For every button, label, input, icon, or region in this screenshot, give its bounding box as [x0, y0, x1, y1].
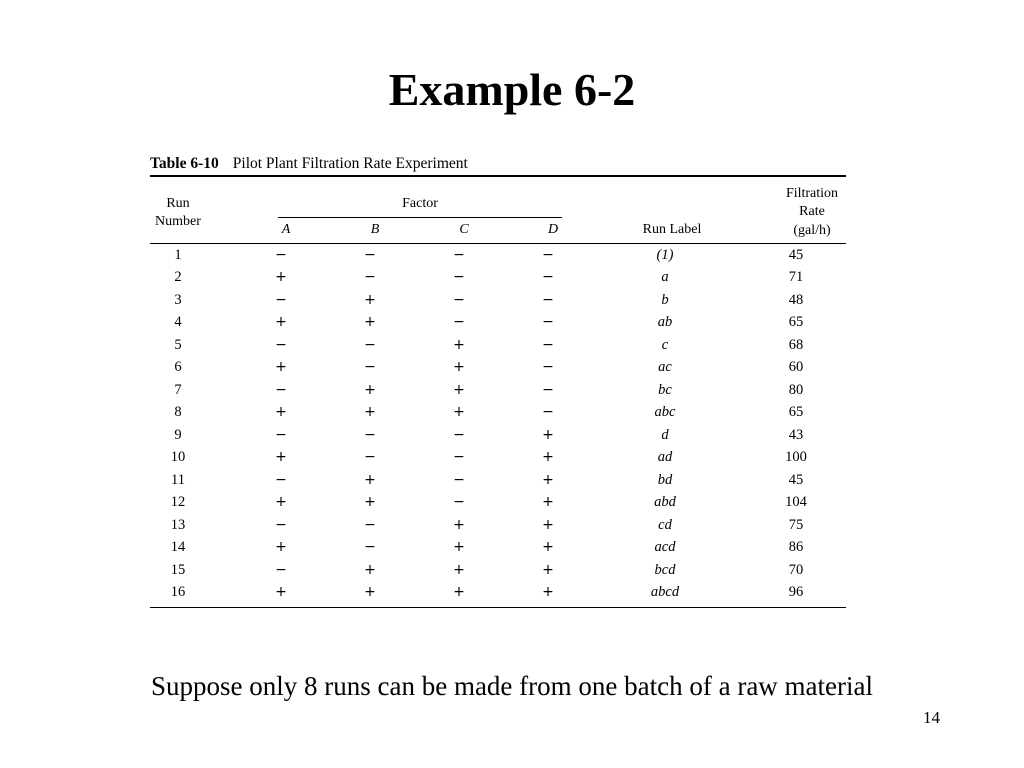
cell-run-number: 11: [171, 471, 185, 488]
table-row: [150, 424, 845, 447]
cell-factor-b: +: [364, 471, 376, 488]
spacer-cell: [825, 559, 845, 582]
spacer-cell: [715, 514, 767, 537]
cell-factor-a: −: [275, 291, 287, 308]
table-row: [150, 491, 845, 514]
cell-factor-a: −: [275, 426, 287, 443]
cell-factor-a: +: [275, 269, 287, 285]
table-caption-number: Table 6-10: [150, 155, 219, 172]
cell-factor-c: +: [453, 516, 465, 533]
table-bottom-rule: [150, 607, 846, 609]
spacer-cell: [385, 379, 444, 402]
spacer-cell: [474, 581, 533, 604]
table-row: [150, 334, 845, 357]
cell-factor-c: −: [453, 246, 465, 263]
spacer-cell: [206, 401, 266, 424]
table-header: [150, 177, 846, 243]
cell-run-number: 6: [174, 359, 182, 375]
header-filtration-rate: [774, 185, 850, 241]
cell-filtration-rate: 60: [788, 359, 804, 375]
spacer-cell: [715, 311, 767, 334]
cell-run-number: 5: [174, 336, 182, 353]
spacer-cell: [563, 514, 615, 537]
spacer-cell: [296, 559, 355, 582]
cell-filtration-rate: 80: [788, 381, 804, 398]
cell-filtration-rate: 43: [788, 426, 804, 443]
cell-filtration-rate: 100: [785, 449, 807, 465]
cell-filtration-rate: 48: [788, 291, 804, 308]
spacer-cell: [206, 559, 266, 582]
cell-factor-d: +: [542, 539, 554, 555]
spacer-cell: [385, 469, 444, 492]
cell-run-label: bcd: [654, 561, 676, 578]
cell-run-label: c: [661, 336, 669, 353]
header-factor: Factor: [402, 195, 438, 211]
table-body: [150, 244, 845, 604]
spacer-cell: [825, 334, 845, 357]
cell-factor-d: −: [542, 336, 554, 353]
spacer-cell: [474, 536, 533, 559]
spacer-cell: [563, 491, 615, 514]
spacer-cell: [296, 356, 355, 379]
spacer-cell: [563, 311, 615, 334]
cell-run-label: (1): [656, 246, 674, 263]
spacer-cell: [563, 401, 615, 424]
cell-factor-a: −: [275, 246, 287, 263]
cell-factor-c: −: [453, 471, 465, 488]
spacer-cell: [563, 581, 615, 604]
cell-filtration-rate: 75: [788, 516, 804, 533]
spacer-cell: [563, 559, 615, 582]
cell-filtration-rate: 96: [788, 584, 804, 600]
cell-run-number: 2: [174, 269, 182, 285]
spacer-cell: [825, 401, 845, 424]
table-row: [150, 401, 845, 424]
table-row: [150, 356, 845, 379]
cell-factor-a: +: [275, 539, 287, 555]
spacer-cell: [825, 491, 845, 514]
cell-factor-b: −: [364, 336, 376, 353]
spacer-cell: [296, 581, 355, 604]
spacer-cell: [474, 514, 533, 537]
spacer-cell: [474, 356, 533, 379]
cell-factor-a: +: [275, 584, 287, 600]
spacer-cell: [715, 581, 767, 604]
spacer-cell: [206, 266, 266, 289]
spacer-cell: [206, 244, 266, 267]
spacer-cell: [825, 244, 845, 267]
cell-filtration-rate: 68: [788, 336, 804, 353]
cell-run-label: cd: [658, 516, 672, 533]
spacer-cell: [296, 334, 355, 357]
header-rate-line3: (gal/h): [793, 222, 831, 238]
cell-run-number: 8: [174, 404, 182, 420]
spacer-cell: [474, 559, 533, 582]
cell-factor-b: +: [364, 584, 376, 600]
spacer-cell: [385, 559, 444, 582]
spacer-cell: [715, 356, 767, 379]
cell-filtration-rate: 71: [788, 269, 804, 285]
cell-factor-d: −: [542, 291, 554, 308]
cell-filtration-rate: 70: [788, 561, 804, 578]
cell-factor-b: +: [364, 381, 376, 398]
table-row: [150, 514, 845, 537]
cell-factor-c: −: [453, 314, 465, 330]
cell-factor-d: −: [542, 359, 554, 375]
cell-factor-c: +: [453, 539, 465, 555]
spacer-cell: [474, 401, 533, 424]
header-run-line1: Run: [166, 195, 190, 211]
spacer-cell: [715, 536, 767, 559]
spacer-cell: [563, 334, 615, 357]
spacer-cell: [563, 266, 615, 289]
spacer-cell: [206, 356, 266, 379]
cell-factor-c: −: [453, 291, 465, 308]
spacer-cell: [474, 311, 533, 334]
cell-factor-a: −: [275, 561, 287, 578]
cell-factor-a: −: [275, 381, 287, 398]
cell-factor-b: −: [364, 539, 376, 555]
header-rate-line1: Filtration: [785, 185, 839, 201]
spacer-cell: [715, 469, 767, 492]
cell-factor-b: −: [364, 449, 376, 465]
spacer-cell: [206, 581, 266, 604]
cell-factor-b: −: [364, 516, 376, 533]
cell-run-label: ad: [657, 449, 673, 465]
spacer-cell: [385, 334, 444, 357]
cell-run-number: 13: [170, 516, 186, 533]
spacer-cell: [825, 514, 845, 537]
spacer-cell: [385, 356, 444, 379]
cell-factor-a: −: [275, 336, 287, 353]
cell-run-label: acd: [654, 539, 676, 555]
cell-filtration-rate: 65: [788, 314, 804, 330]
cell-factor-a: −: [275, 516, 287, 533]
spacer-cell: [825, 289, 845, 312]
table-row: [150, 379, 845, 402]
cell-factor-b: −: [364, 359, 376, 375]
spacer-cell: [385, 424, 444, 447]
spacer-cell: [563, 356, 615, 379]
spacer-cell: [563, 244, 615, 267]
cell-factor-c: −: [453, 494, 465, 510]
cell-run-number: 4: [174, 314, 182, 330]
spacer-cell: [206, 491, 266, 514]
spacer-cell: [715, 401, 767, 424]
spacer-cell: [296, 244, 355, 267]
spacer-cell: [296, 401, 355, 424]
spacer-cell: [296, 266, 355, 289]
cell-run-label: abc: [654, 404, 676, 420]
spacer-cell: [206, 446, 266, 469]
table-row: [150, 559, 845, 582]
cell-factor-b: +: [364, 314, 376, 330]
cell-factor-d: +: [542, 584, 554, 600]
cell-factor-c: −: [453, 426, 465, 443]
cell-run-label: a: [661, 269, 669, 285]
spacer-cell: [385, 581, 444, 604]
cell-run-label: d: [661, 426, 669, 443]
spacer-cell: [825, 311, 845, 334]
spacer-cell: [206, 514, 266, 537]
cell-factor-c: +: [453, 336, 465, 353]
cell-factor-d: −: [542, 246, 554, 263]
spacer-cell: [825, 379, 845, 402]
spacer-cell: [296, 514, 355, 537]
cell-factor-b: +: [364, 561, 376, 578]
cell-factor-d: +: [542, 561, 554, 578]
cell-filtration-rate: 65: [788, 404, 804, 420]
header-run-number: [150, 195, 206, 231]
cell-factor-d: −: [542, 314, 554, 330]
cell-run-number: 9: [174, 426, 182, 443]
header-run-line2: Number: [155, 213, 201, 229]
spacer-cell: [385, 266, 444, 289]
spacer-cell: [563, 379, 615, 402]
cell-factor-a: +: [275, 314, 287, 330]
cell-factor-c: +: [453, 381, 465, 398]
spacer-cell: [206, 536, 266, 559]
cell-factor-c: +: [453, 359, 465, 375]
spacer-cell: [715, 266, 767, 289]
table-row: [150, 581, 845, 604]
header-rate-line2: Rate: [799, 204, 825, 219]
spacer-cell: [825, 424, 845, 447]
filtration-table: [150, 153, 846, 608]
spacer-cell: [715, 244, 767, 267]
cell-factor-d: −: [542, 269, 554, 285]
cell-run-label: b: [661, 291, 669, 308]
cell-factor-d: −: [542, 404, 554, 420]
spacer-cell: [296, 379, 355, 402]
spacer-cell: [715, 379, 767, 402]
cell-filtration-rate: 45: [788, 471, 804, 488]
spacer-cell: [474, 289, 533, 312]
cell-factor-c: −: [453, 449, 465, 465]
spacer-cell: [206, 311, 266, 334]
table-row: [150, 446, 845, 469]
cell-factor-c: +: [453, 561, 465, 578]
cell-run-label: abcd: [650, 584, 680, 600]
cell-factor-b: +: [364, 291, 376, 308]
cell-run-number: 3: [174, 291, 182, 308]
cell-factor-b: −: [364, 246, 376, 263]
spacer-cell: [563, 289, 615, 312]
spacer-cell: [474, 266, 533, 289]
spacer-cell: [206, 469, 266, 492]
spacer-cell: [715, 446, 767, 469]
spacer-cell: [385, 491, 444, 514]
spacer-cell: [206, 424, 266, 447]
cell-factor-d: +: [542, 426, 554, 443]
spacer-cell: [474, 446, 533, 469]
cell-factor-c: −: [453, 269, 465, 285]
table-caption: [150, 153, 846, 175]
spacer-cell: [715, 559, 767, 582]
cell-filtration-rate: 45: [788, 246, 804, 263]
cell-run-number: 14: [170, 539, 186, 555]
spacer-cell: [385, 446, 444, 469]
cell-run-label: ab: [657, 314, 673, 330]
slide-subtitle: Suppose only 8 runs can be made from one batch of a raw material: [150, 671, 873, 701]
spacer-cell: [296, 536, 355, 559]
page-number: 14: [923, 708, 940, 727]
spacer-cell: [385, 514, 444, 537]
cell-run-number: 1: [174, 246, 182, 263]
cell-factor-d: +: [542, 516, 554, 533]
cell-run-label: ac: [658, 359, 672, 375]
cell-factor-c: +: [453, 584, 465, 600]
spacer-cell: [563, 536, 615, 559]
spacer-cell: [825, 469, 845, 492]
header-factor-a: A: [281, 221, 291, 237]
spacer-cell: [385, 311, 444, 334]
header-run-label: Run Label: [642, 221, 702, 237]
cell-factor-d: +: [542, 449, 554, 465]
cell-factor-b: +: [364, 404, 376, 420]
spacer-cell: [296, 446, 355, 469]
spacer-cell: [563, 424, 615, 447]
spacer-cell: [474, 334, 533, 357]
cell-run-number: 12: [170, 494, 186, 510]
cell-factor-b: +: [364, 494, 376, 510]
spacer-cell: [825, 446, 845, 469]
spacer-cell: [296, 491, 355, 514]
spacer-cell: [474, 491, 533, 514]
cell-filtration-rate: 104: [785, 494, 807, 510]
cell-factor-d: +: [542, 494, 554, 510]
slide-title: Example 6-2: [388, 64, 636, 115]
cell-filtration-rate: 86: [788, 539, 804, 555]
cell-factor-a: +: [275, 449, 287, 465]
cell-factor-c: +: [453, 404, 465, 420]
spacer-cell: [296, 469, 355, 492]
spacer-cell: [825, 581, 845, 604]
factor-underline: [278, 217, 562, 218]
table-row: [150, 289, 845, 312]
cell-run-number: 15: [170, 561, 186, 578]
spacer-cell: [563, 446, 615, 469]
cell-run-number: 10: [170, 449, 186, 465]
table-row: [150, 469, 845, 492]
spacer-cell: [825, 536, 845, 559]
spacer-cell: [385, 244, 444, 267]
spacer-cell: [715, 334, 767, 357]
spacer-cell: [474, 469, 533, 492]
spacer-cell: [206, 289, 266, 312]
spacer-cell: [296, 311, 355, 334]
cell-factor-b: −: [364, 426, 376, 443]
table-row: [150, 244, 845, 267]
spacer-cell: [296, 289, 355, 312]
cell-run-number: 7: [174, 381, 182, 398]
table-row: [150, 266, 845, 289]
spacer-cell: [825, 356, 845, 379]
cell-factor-a: +: [275, 404, 287, 420]
spacer-cell: [715, 424, 767, 447]
spacer-cell: [385, 289, 444, 312]
spacer-cell: [385, 401, 444, 424]
spacer-cell: [385, 536, 444, 559]
spacer-cell: [206, 334, 266, 357]
cell-run-label: bd: [657, 471, 673, 488]
header-factor-b: B: [370, 221, 380, 237]
cell-factor-a: +: [275, 359, 287, 375]
cell-run-label: abd: [654, 494, 676, 510]
table-caption-title: Pilot Plant Filtration Rate Experiment: [232, 155, 468, 172]
spacer-cell: [715, 491, 767, 514]
spacer-cell: [825, 266, 845, 289]
header-factor-d: D: [547, 221, 559, 237]
cell-run-number: 16: [170, 584, 186, 600]
spacer-cell: [296, 424, 355, 447]
table-row: [150, 311, 845, 334]
spacer-cell: [563, 469, 615, 492]
spacer-cell: [474, 424, 533, 447]
cell-factor-a: −: [275, 471, 287, 488]
cell-run-label: bc: [658, 381, 672, 398]
spacer-cell: [715, 289, 767, 312]
cell-factor-d: +: [542, 471, 554, 488]
spacer-cell: [474, 379, 533, 402]
cell-factor-d: −: [542, 381, 554, 398]
cell-factor-b: −: [364, 269, 376, 285]
cell-factor-a: +: [275, 494, 287, 510]
table-row: [150, 536, 845, 559]
spacer-cell: [206, 379, 266, 402]
header-factor-c: C: [459, 221, 469, 237]
spacer-cell: [474, 244, 533, 267]
